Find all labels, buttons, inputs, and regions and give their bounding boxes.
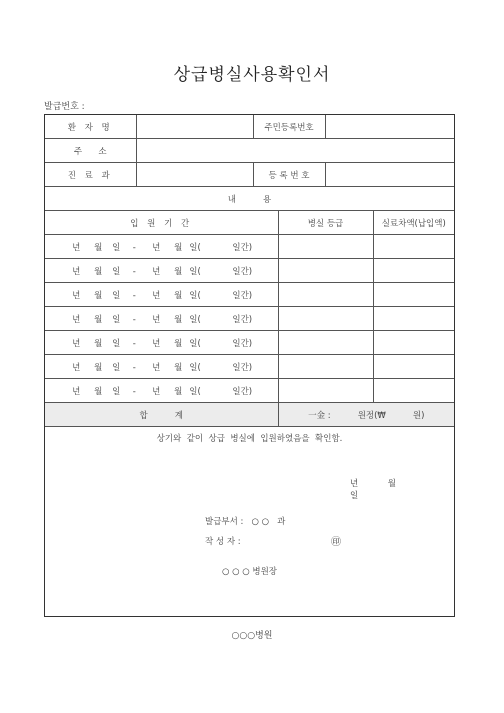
period-dash: - xyxy=(132,266,136,277)
page-title: 상급병실사용확인서 xyxy=(173,65,331,85)
address-row xyxy=(45,139,454,163)
confirmation-text: 상기와 같이 상급 병실에 입원하였음을 확인함. xyxy=(156,434,343,444)
end-year: 년 xyxy=(152,314,161,325)
admission-period-row xyxy=(45,379,454,403)
room-grade-cell[interactable] xyxy=(278,283,373,307)
end-year: 년 xyxy=(152,338,161,349)
start-year: 년 xyxy=(72,290,81,301)
start-month: 월 xyxy=(94,290,103,301)
days-count: 일간) xyxy=(232,338,253,349)
end-day: 일( xyxy=(189,386,201,397)
resident-number-label: 주민등록번호 xyxy=(253,115,325,139)
hospital-director: ○ ○ ○ 병원장 xyxy=(222,567,277,577)
department-row xyxy=(45,163,454,187)
end-day: 일( xyxy=(189,242,201,253)
room-grade-cell[interactable] xyxy=(278,379,373,403)
resident-number-field[interactable] xyxy=(325,115,454,139)
admission-period-row xyxy=(45,355,454,379)
total-label: 합 계 xyxy=(45,403,278,427)
patient-row xyxy=(45,115,454,139)
start-month: 월 xyxy=(94,338,103,349)
start-day: 일 xyxy=(112,386,121,397)
end-month: 월 xyxy=(174,314,183,325)
start-year: 년 xyxy=(72,266,81,277)
end-year: 년 xyxy=(152,242,161,253)
column-header-row xyxy=(45,211,454,235)
issuing-department: 발급부서 : ○ ○ 과 xyxy=(205,517,286,527)
admission-period-row xyxy=(45,331,454,355)
start-day: 일 xyxy=(112,290,121,301)
room-grade-cell[interactable] xyxy=(278,307,373,331)
start-day: 일 xyxy=(112,314,121,325)
actual-cost-cell[interactable] xyxy=(373,379,454,403)
start-month: 월 xyxy=(94,266,103,277)
end-day: 일( xyxy=(189,266,201,277)
days-count: 일간) xyxy=(232,290,253,301)
end-month: 월 xyxy=(174,338,183,349)
end-day: 일( xyxy=(189,338,201,349)
department-field[interactable] xyxy=(136,163,253,187)
period-dash: - xyxy=(132,314,136,325)
end-year: 년 xyxy=(152,362,161,373)
admission-period-row xyxy=(45,259,454,283)
confirmation-block xyxy=(45,427,454,588)
admission-period-cell[interactable] xyxy=(45,235,278,259)
end-day: 일( xyxy=(189,362,201,373)
end-month: 월 xyxy=(174,290,183,301)
admission-period-cell[interactable] xyxy=(45,283,278,307)
admission-period-cell[interactable] xyxy=(45,307,278,331)
period-dash: - xyxy=(132,338,136,349)
writer-label: 작 성 자 : xyxy=(205,537,241,547)
period-dash: - xyxy=(132,290,136,301)
room-grade-cell[interactable] xyxy=(278,259,373,283)
admission-period-cell[interactable] xyxy=(45,259,278,283)
days-count: 일간) xyxy=(232,266,253,277)
actual-cost-header: 실료차액(납입액) xyxy=(373,211,454,235)
actual-cost-cell[interactable] xyxy=(373,307,454,331)
start-year: 년 xyxy=(72,386,81,397)
days-count: 일간) xyxy=(232,362,253,373)
date-day: 일 xyxy=(350,491,359,501)
period-dash: - xyxy=(132,362,136,373)
end-year: 년 xyxy=(152,266,161,277)
end-month: 월 xyxy=(174,362,183,373)
end-year: 년 xyxy=(152,290,161,301)
issue-number-label: 발급번호 : xyxy=(44,102,85,112)
room-grade-header: 병실 등급 xyxy=(278,211,373,235)
start-year: 년 xyxy=(72,338,81,349)
hospital-name: ○○○병원 xyxy=(231,631,273,641)
start-day: 일 xyxy=(112,362,121,373)
start-month: 월 xyxy=(94,314,103,325)
actual-cost-cell[interactable] xyxy=(373,331,454,355)
admission-period-header: 입 원 기 간 xyxy=(45,211,278,235)
start-month: 월 xyxy=(94,386,103,397)
room-grade-cell[interactable] xyxy=(278,331,373,355)
content-header-row xyxy=(45,187,454,211)
date-year: 년 xyxy=(350,479,359,489)
patient-name-label: 환 자 명 xyxy=(45,115,136,139)
start-day: 일 xyxy=(112,242,121,253)
end-month: 월 xyxy=(174,242,183,253)
start-month: 월 xyxy=(94,242,103,253)
registration-number-label: 등 록 번 호 xyxy=(253,163,325,187)
end-month: 월 xyxy=(174,386,183,397)
admission-period-row xyxy=(45,307,454,331)
date-month: 월 xyxy=(387,479,396,489)
admission-period-cell[interactable] xyxy=(45,331,278,355)
total-row xyxy=(45,403,454,427)
patient-name-field[interactable] xyxy=(136,115,253,139)
registration-number-field[interactable] xyxy=(325,163,454,187)
department-label: 진 료 과 xyxy=(45,163,136,187)
days-count: 일간) xyxy=(232,314,253,325)
content-header: 내 용 xyxy=(45,187,454,211)
end-month: 월 xyxy=(174,266,183,277)
actual-cost-cell[interactable] xyxy=(373,235,454,259)
start-year: 년 xyxy=(72,362,81,373)
actual-cost-cell[interactable] xyxy=(373,283,454,307)
address-label: 주 소 xyxy=(45,139,136,163)
actual-cost-cell[interactable] xyxy=(373,259,454,283)
start-month: 월 xyxy=(94,362,103,373)
end-year: 년 xyxy=(152,386,161,397)
admission-period-rows xyxy=(45,235,454,403)
admission-period-row xyxy=(45,235,454,259)
start-day: 일 xyxy=(112,266,121,277)
admission-period-cell[interactable] xyxy=(45,355,278,379)
days-count: 일간) xyxy=(232,386,253,397)
admission-period-cell[interactable] xyxy=(45,379,278,403)
start-day: 일 xyxy=(112,338,121,349)
end-day: 일( xyxy=(189,290,201,301)
actual-cost-cell[interactable] xyxy=(373,355,454,379)
issue-date xyxy=(350,477,454,501)
days-count: 일간) xyxy=(232,242,253,253)
seal-icon: ㊞ xyxy=(331,537,341,548)
room-grade-cell[interactable] xyxy=(278,235,373,259)
total-amount: 一金 : 원정(₩ 원) xyxy=(278,403,454,427)
start-year: 년 xyxy=(72,242,81,253)
period-dash: - xyxy=(132,242,136,253)
period-dash: - xyxy=(132,386,136,397)
end-day: 일( xyxy=(189,314,201,325)
address-field[interactable] xyxy=(136,139,454,163)
room-grade-cell[interactable] xyxy=(278,355,373,379)
admission-period-row xyxy=(45,283,454,307)
certificate-form xyxy=(44,114,455,617)
start-year: 년 xyxy=(72,314,81,325)
form-table xyxy=(45,115,454,427)
